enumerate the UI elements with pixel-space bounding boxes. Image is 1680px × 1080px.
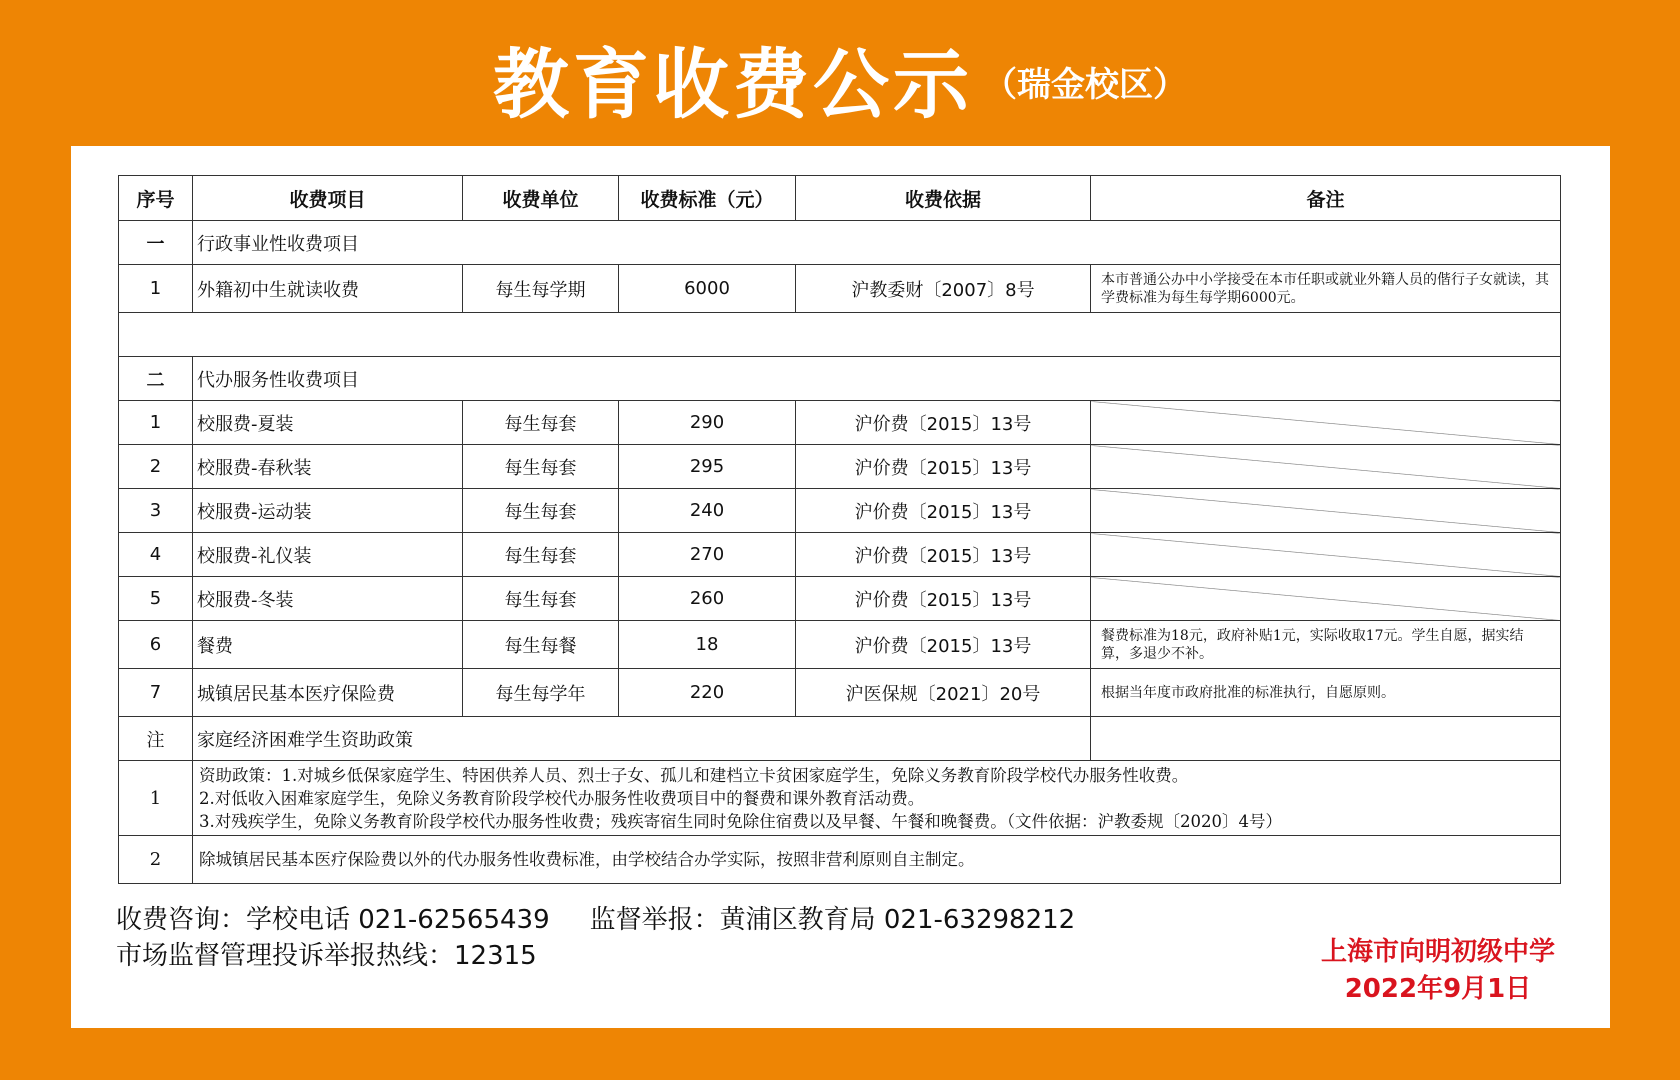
contact-line-1	[116, 902, 1075, 938]
policy2-text: 除城镇居民基本医疗保险费以外的代办服务性收费标准，由学校结合办学实际，按照非营利原则自主制定。	[193, 836, 1561, 884]
content-panel	[71, 146, 1610, 1028]
signature-block	[1321, 934, 1555, 1008]
cell-no: 7	[119, 669, 193, 717]
cell-unit: 每生每学年	[463, 669, 619, 717]
cell-unit: 每生每套	[463, 533, 619, 577]
section-row-admin	[119, 221, 1561, 265]
cell-price: 6000	[619, 265, 796, 313]
cell-item: 外籍初中生就读收费	[193, 265, 463, 313]
cell-remark-empty	[1091, 401, 1561, 445]
page-title: 教育收费公示	[493, 40, 973, 129]
cell-item: 校服费-春秋装	[193, 445, 463, 489]
cell-item: 校服费-运动装	[193, 489, 463, 533]
cell-no: 5	[119, 577, 193, 621]
cell-remark-empty	[1091, 533, 1561, 577]
section-row-service	[119, 357, 1561, 401]
table-row	[119, 401, 1561, 445]
supervise-report-text: 监督举报：黄浦区教育局 021-63298212	[589, 905, 1076, 935]
cell-unit: 每生每套	[463, 445, 619, 489]
cell-no: 4	[119, 533, 193, 577]
cell-price: 295	[619, 445, 796, 489]
hotline-text: 市场监督管理投诉举报热线：12315	[116, 941, 537, 971]
cell-item: 校服费-夏装	[193, 401, 463, 445]
note-no: 注	[119, 717, 193, 761]
table-row	[119, 577, 1561, 621]
publish-date: 2022年9月1日	[1344, 974, 1532, 1004]
col-header-remark: 备注	[1091, 176, 1561, 221]
section-no: 一	[119, 221, 193, 265]
cell-remark-empty	[1091, 445, 1561, 489]
fee-table	[118, 175, 1561, 884]
section-label: 代办服务性收费项目	[193, 357, 1561, 401]
cell-item: 校服费-礼仪装	[193, 533, 463, 577]
policy-row-2	[119, 836, 1561, 884]
policy-no: 1	[119, 761, 193, 836]
table-row	[119, 489, 1561, 533]
table-row	[119, 669, 1561, 717]
cell-basis: 沪医保规〔2021〕20号	[796, 669, 1091, 717]
policy2-no: 2	[119, 836, 193, 884]
cell-no: 1	[119, 265, 193, 313]
note-header-row	[119, 717, 1561, 761]
note-empty-cell	[1091, 717, 1561, 761]
cell-no: 3	[119, 489, 193, 533]
table-header-row	[119, 176, 1561, 221]
cell-basis: 沪价费〔2015〕13号	[796, 445, 1091, 489]
col-header-no: 序号	[119, 176, 193, 221]
cell-item: 校服费-冬装	[193, 577, 463, 621]
col-header-item: 收费项目	[193, 176, 463, 221]
cell-item: 城镇居民基本医疗保险费	[193, 669, 463, 717]
note-label: 家庭经济困难学生资助政策	[193, 717, 1091, 761]
cell-basis: 沪价费〔2015〕13号	[796, 577, 1091, 621]
cell-price: 270	[619, 533, 796, 577]
school-name: 上海市向明初级中学	[1320, 937, 1555, 967]
cell-remark: 根据当年度市政府批准的标准执行，自愿原则。	[1091, 669, 1561, 717]
policy-row	[119, 761, 1561, 836]
cell-basis: 沪教委财〔2007〕8号	[796, 265, 1091, 313]
table-row	[119, 265, 1561, 313]
table-row	[119, 621, 1561, 669]
policy-line-1: 资助政策：1.对城乡低保家庭学生、特困供养人员、烈士子女、孤儿和建档立卡贫困家庭学生，免除义务教育阶段学校代办服务性收费。	[199, 765, 1189, 785]
cell-price: 240	[619, 489, 796, 533]
spacer-cell	[119, 313, 1561, 357]
cell-basis: 沪价费〔2015〕13号	[796, 489, 1091, 533]
cell-price: 290	[619, 401, 796, 445]
page-header	[0, 30, 1680, 140]
spacer-row	[119, 313, 1561, 357]
table-row	[119, 445, 1561, 489]
cell-no: 1	[119, 401, 193, 445]
section-label: 行政事业性收费项目	[193, 221, 1561, 265]
contact-info	[116, 902, 1075, 974]
cell-price: 260	[619, 577, 796, 621]
cell-no: 2	[119, 445, 193, 489]
table-row	[119, 533, 1561, 577]
cell-unit: 每生每套	[463, 577, 619, 621]
cell-unit: 每生每餐	[463, 621, 619, 669]
policy-line-3: 3.对残疾学生，免除义务教育阶段学校代办服务性收费；残疾寄宿生同时免除住宿费以及早餐、午餐和晚餐费。（文件依据：沪教委规〔2020〕4号）	[199, 811, 1282, 831]
section-no: 二	[119, 357, 193, 401]
cell-no: 6	[119, 621, 193, 669]
cell-basis: 沪价费〔2015〕13号	[796, 401, 1091, 445]
fee-consult-text: 收费咨询：学校电话 021-62565439	[116, 905, 550, 935]
cell-basis: 沪价费〔2015〕13号	[796, 533, 1091, 577]
col-header-unit: 收费单位	[463, 176, 619, 221]
col-header-price: 收费标准（元）	[619, 176, 796, 221]
cell-price: 220	[619, 669, 796, 717]
cell-item: 餐费	[193, 621, 463, 669]
cell-remark: 本市普通公办中小学接受在本市任职或就业外籍人员的偕行子女就读，其学费标准为每生每学期6000元。	[1091, 265, 1561, 313]
cell-remark: 餐费标准为18元，政府补贴1元，实际收取17元。学生自愿，据实结算，多退少不补。	[1091, 621, 1561, 669]
col-header-basis: 收费依据	[796, 176, 1091, 221]
cell-unit: 每生每套	[463, 489, 619, 533]
cell-remark-empty	[1091, 577, 1561, 621]
policy-text	[193, 761, 1561, 836]
cell-unit: 每生每套	[463, 401, 619, 445]
cell-basis: 沪价费〔2015〕13号	[796, 621, 1091, 669]
cell-unit: 每生每学期	[463, 265, 619, 313]
policy-line-2: 2.对低收入困难家庭学生，免除义务教育阶段学校代办服务性收费项目中的餐费和课外教育活动费。	[199, 788, 925, 808]
cell-remark-empty	[1091, 489, 1561, 533]
page-subtitle: （瑞金校区）	[983, 65, 1187, 105]
cell-price: 18	[619, 621, 796, 669]
